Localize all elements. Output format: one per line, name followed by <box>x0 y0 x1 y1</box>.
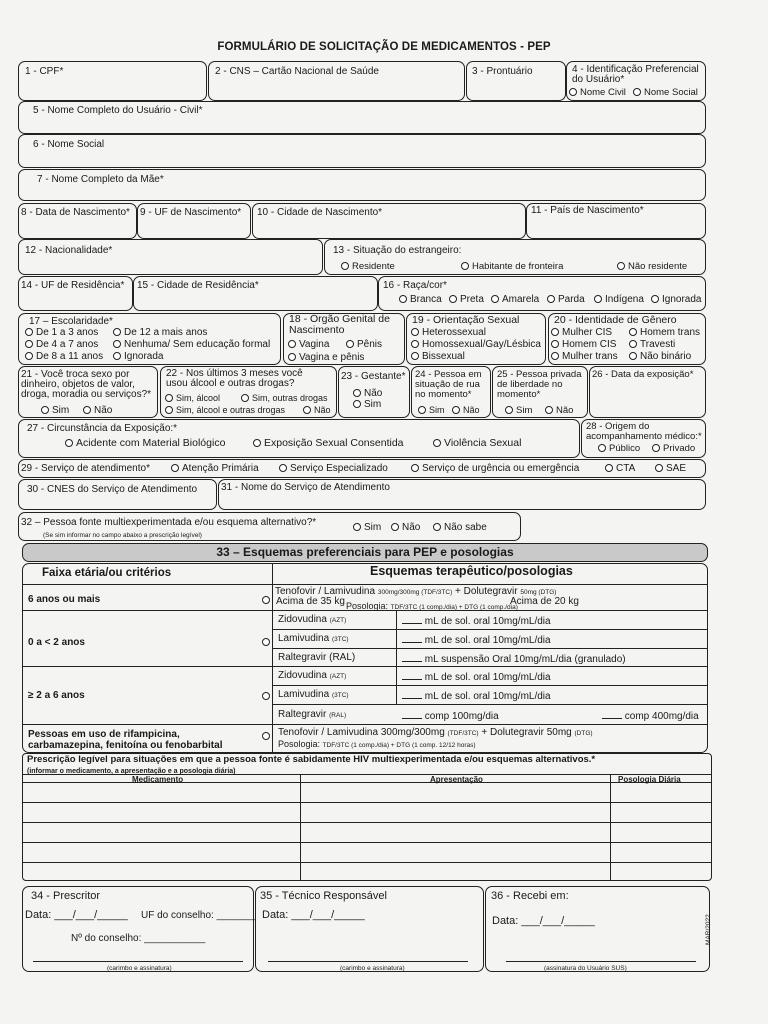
pais-nascimento-field[interactable] <box>526 203 706 239</box>
troca-sexo-nao-option[interactable]: Não <box>83 405 112 416</box>
hetero-option[interactable]: Heterossexual <box>411 327 486 338</box>
raca-cor-label: 16 - Raça/cor* <box>383 280 447 291</box>
nao-residente-option[interactable]: Não residente <box>617 261 687 272</box>
prontuario-field[interactable] <box>466 61 566 101</box>
row1-sub1: Acima de 35 kg <box>276 596 345 607</box>
privada-sim-option[interactable]: Sim <box>505 405 532 416</box>
presc-row-line[interactable] <box>22 802 712 803</box>
troca-sexo-label-1: 21 - Você troca sexo por <box>21 369 130 380</box>
col-esquemas-header: Esquemas terapêutico/posologias <box>370 564 573 578</box>
sae-option[interactable]: SAE <box>655 463 686 474</box>
pessoa-fonte-note: (Se sim informar no campo abaixo a prescrição legível) <box>43 532 202 539</box>
row2-dose2[interactable]: mL de sol. oral 10mg/mL/dia <box>402 633 551 646</box>
origem-label-2: acompanhamento médico:* <box>586 431 702 442</box>
cidade-nascimento-field[interactable] <box>252 203 526 239</box>
tecnico-label: 35 - Técnico Responsável <box>260 890 387 902</box>
bi-option[interactable]: Bissexual <box>411 351 465 362</box>
row3-radio[interactable] <box>262 691 273 702</box>
presc-row-line[interactable] <box>22 862 712 863</box>
servico-atendimento-field <box>18 459 706 478</box>
nome-social-label: 6 - Nome Social <box>33 139 105 150</box>
presc-header-posologia: Posologia Diária <box>618 775 681 784</box>
privada-nao-option[interactable]: Não <box>545 405 573 416</box>
troca-sexo-field <box>18 366 158 418</box>
row3-dose1[interactable]: mL de sol. oral 10mg/mL/dia <box>402 670 551 683</box>
form-title: FORMULÁRIO DE SOLICITAÇÃO DE MEDICAMENTOS - PEP <box>217 41 551 53</box>
esc-8a11-option[interactable]: De 8 a 11 anos <box>25 351 103 362</box>
identidade-genero-label: 20 - Identidade de Gênero <box>554 314 677 326</box>
penis-option[interactable]: Pênis <box>346 339 382 350</box>
row2-criteria: 0 a < 2 anos <box>28 637 85 648</box>
orientacao-sexual-label: 19 - Orientação Sexual <box>412 314 520 326</box>
orgao-genital-label: 18 - Órgão Genital de <box>289 313 390 325</box>
situacao-estrangeiro-field <box>324 239 706 275</box>
row3-drug1: Zidovudina (AZT) <box>278 670 347 681</box>
nacionalidade-field[interactable] <box>18 239 323 275</box>
gestante-sim-option[interactable]: Sim <box>353 399 381 410</box>
situacao-rua-sim-option[interactable]: Sim <box>418 405 445 416</box>
acidente-material-option[interactable]: Acidente com Material Biológico <box>65 438 225 449</box>
fonte-nao-option[interactable]: Não <box>391 522 420 533</box>
presc-header-medicamento: Medicamento <box>132 775 184 784</box>
origem-label-1: 28 - Origem do <box>586 421 650 432</box>
privada-liberdade-label-2: de liberdade no <box>497 379 563 390</box>
data-nascimento-field[interactable] <box>18 203 137 239</box>
side-date: MAR/2022 <box>705 914 712 945</box>
nome-mae-label: 7 - Nome Completo da Mãe* <box>37 174 164 185</box>
cpf-field[interactable] <box>18 61 207 101</box>
alcool-option[interactable]: Sim, álcool <box>165 393 220 404</box>
alcool-drogas-label-2: usou álcool e outras drogas? <box>166 378 295 389</box>
prescritor-sig: (carimbo e assinatura) <box>107 965 172 972</box>
cidade-residencia-label: 15 - Cidade de Residência* <box>137 280 259 291</box>
cnes-label: 30 - CNES do Serviço de Atendimento <box>27 484 198 495</box>
row4-drug: Tenofovir / Lamivudina 300mg/300mg (TDF/3TC) + Dolutegravir 50mg (DTG) <box>278 727 593 738</box>
recebi-field <box>485 886 710 972</box>
esc-4a7-option[interactable]: De 4 a 7 anos <box>25 339 98 350</box>
situacao-rua-nao-option[interactable]: Não <box>452 405 480 416</box>
vagina-penis-option[interactable]: Vagina e pênis <box>288 352 364 363</box>
row3-dose4[interactable]: comp 400mg/dia <box>602 709 699 722</box>
homem-cis-option[interactable]: Homem CIS <box>551 339 616 350</box>
orgao-genital-label-2: Nascimento <box>289 324 345 336</box>
prescritor-label: 34 - Prescritor <box>31 890 101 902</box>
cns-label: 2 - CNS – Cartão Nacional de Saúde <box>215 66 379 77</box>
mulher-cis-option[interactable]: Mulher CIS <box>551 327 612 338</box>
row3-dose3[interactable]: comp 100mg/dia <box>402 709 499 722</box>
row2-drug1: Zidovudina (AZT) <box>278 614 347 625</box>
row4-posologia: Posologia: TDF/3TC (1 comp./dia) + DTG (1 comp. 12/12 horas) <box>278 739 476 749</box>
esc-12mais-option[interactable]: De 12 a mais anos <box>113 327 207 338</box>
privado-option[interactable]: Privado <box>652 443 695 454</box>
identidade-genero-field <box>548 313 706 365</box>
violencia-sexual-option[interactable]: Violência Sexual <box>433 438 521 449</box>
urgencia-option[interactable]: Serviço de urgência ou emergência <box>411 463 579 474</box>
prescritor-numero[interactable]: Nº do conselho: ___________ <box>71 933 206 944</box>
presc-row-line[interactable] <box>22 822 712 823</box>
privada-liberdade-field <box>492 366 588 418</box>
nome-servico-label: 31 - Nome do Serviço de Atendimento <box>221 482 390 493</box>
data-exposicao-field[interactable] <box>589 366 706 418</box>
identificacao-label-2: do Usuário* <box>572 74 625 85</box>
outras-drogas-option[interactable]: Sim, outras drogas <box>241 393 328 404</box>
nome-civil-option[interactable]: Nome Civil <box>569 87 626 98</box>
situacao-rua-label-1: 24 - Pessoa em <box>415 369 482 380</box>
row1-sub2: Acima de 20 kg <box>510 596 579 607</box>
nacionalidade-label: 12 - Nacionalidade* <box>25 245 113 256</box>
row2-dose1[interactable]: mL de sol. oral 10mg/mL/dia <box>402 614 551 627</box>
alcool-outras-option[interactable]: Sim, álcool e outras drogas <box>165 405 285 416</box>
orientacao-sexual-field <box>406 313 546 365</box>
uf-nascimento-label: 9 - UF de Nascimento* <box>140 207 242 218</box>
orgao-genital-field <box>283 313 405 365</box>
atencao-primaria-option[interactable]: Atenção Primária <box>171 463 259 474</box>
pais-nascimento-label: 11 - País de Nascimento* <box>531 205 644 216</box>
recebi-sig: (assinatura do Usuário SUS) <box>544 965 627 972</box>
pessoa-fonte-label: 32 – Pessoa fonte multiexperimentada e/ou esquema alternativo?* <box>21 517 317 528</box>
escolaridade-field <box>18 313 281 365</box>
situacao-rua-field <box>411 366 491 418</box>
identificacao-label: 4 - Identificação Preferencial <box>572 64 699 75</box>
mulher-trans-option[interactable]: Mulher trans <box>551 351 618 362</box>
row1-criteria: 6 anos ou mais <box>28 594 101 605</box>
gestante-label: 23 - Gestante* <box>341 371 406 382</box>
prescritor-field <box>22 886 254 972</box>
row3-dose2[interactable]: mL de sol. oral 10mg/mL/dia <box>402 689 551 702</box>
row2-dose3[interactable]: mL suspensão Oral 10mg/mL/dia (granulado) <box>402 652 626 665</box>
raca-parda-option[interactable]: Parda <box>547 294 585 305</box>
esc-1a3-option[interactable]: De 1 a 3 anos <box>25 327 98 338</box>
nome-civil-label: 5 - Nome Completo do Usuário - Civil* <box>33 105 203 116</box>
gestante-field <box>338 366 410 418</box>
alcool-drogas-label-1: 22 - Nos últimos 3 meses você <box>166 368 303 379</box>
servico-atendimento-label: 29 - Serviço de atendimento* <box>21 463 150 474</box>
esc-ignorada-option[interactable]: Ignorada <box>113 351 163 362</box>
nao-binario-option[interactable]: Não binário <box>629 351 691 362</box>
origem-acompanhamento-field <box>581 419 706 458</box>
cta-option[interactable]: CTA <box>605 463 635 474</box>
homem-trans-option[interactable]: Homem trans <box>629 327 700 338</box>
tecnico-field <box>255 886 484 972</box>
raca-indigena-option[interactable]: Indígena <box>594 294 644 305</box>
col-criterios-header: Faixa etária/ou critérios <box>42 567 172 579</box>
cidade-nascimento-label: 10 - Cidade de Nascimento* <box>257 207 383 218</box>
nome-servico-field[interactable] <box>218 479 706 510</box>
raca-amarela-option[interactable]: Amarela <box>491 294 539 305</box>
fonte-nao-sabe-option[interactable]: Não sabe <box>433 522 487 533</box>
row2-drug2: Lamivudina (3TC) <box>278 633 349 644</box>
presc-row-line[interactable] <box>22 842 712 843</box>
escolaridade-label: 17 – Escolaridade* <box>29 316 113 327</box>
fonte-sim-option[interactable]: Sim <box>353 522 381 533</box>
homo-option[interactable]: Homossexual/Gay/Lésbica <box>411 339 541 350</box>
row1-radio[interactable] <box>262 595 273 606</box>
nome-civil-field[interactable] <box>18 101 706 134</box>
nome-social-option[interactable]: Nome Social <box>633 87 698 98</box>
recebi-label: 36 - Recebi em: <box>491 890 569 902</box>
cnes-field[interactable] <box>18 479 217 510</box>
troca-sexo-label-3: droga, moradia ou serviços?* <box>21 389 152 400</box>
uf-nascimento-field[interactable] <box>137 203 251 239</box>
data-nascimento-label: 8 - Data de Nascimento* <box>21 207 130 218</box>
situacao-estrangeiro-label: 13 - Situação do estrangeiro: <box>333 245 462 256</box>
row3-drug2: Lamivudina (3TC) <box>278 689 349 700</box>
raca-preta-option[interactable]: Preta <box>449 294 484 305</box>
row3-drug3: Raltegravir (RAL) <box>278 709 347 720</box>
uf-residencia-label: 14 - UF de Residência* <box>21 280 125 291</box>
situacao-rua-label-3: no momento* <box>415 389 472 400</box>
servico-especializado-option[interactable]: Serviço Especializado <box>279 463 388 474</box>
row4-criteria-1: Pessoas em uso de rifampicina, <box>28 729 180 740</box>
circunstancia-label: 27 - Circunstância da Exposição:* <box>27 423 178 434</box>
row3-criteria: ≥ 2 a 6 anos <box>28 690 85 701</box>
recebi-data[interactable]: Data: ___/___/_____ <box>492 915 595 927</box>
cns-field[interactable] <box>208 61 465 101</box>
row2-drug3: Raltegravir (RAL) <box>278 652 356 663</box>
vagina-option[interactable]: Vagina <box>288 339 329 350</box>
troca-sexo-label-2: dinheiro, objetos de valor, <box>21 379 135 390</box>
prescricao-title: Prescrição legível para situações em que a pessoa fonte é sabidamente HIV multiexperimentada e/ou esquemas alternativos.* <box>27 754 596 765</box>
raca-branca-option[interactable]: Branca <box>399 294 442 305</box>
prescritor-uf[interactable]: UF do conselho: _______ <box>141 910 256 921</box>
uf-residencia-field[interactable] <box>18 276 133 311</box>
prescricao-subtitle: (informar o medicamento, a apresentação e a posologia diária) <box>27 768 236 775</box>
alcool-drogas-field <box>160 366 337 418</box>
circunstancia-field <box>18 419 580 458</box>
esc-nenhuma-option[interactable]: Nenhuma/ Sem educação formal <box>113 339 270 350</box>
travesti-option[interactable]: Travesti <box>629 339 675 350</box>
row2-radio[interactable] <box>262 637 273 648</box>
privada-liberdade-label-3: momento* <box>497 389 541 400</box>
section-33-banner: 33 – Esquemas preferenciais para PEP e posologias <box>22 543 708 562</box>
situacao-rua-label-2: situação de rua <box>415 379 480 390</box>
exposicao-sexual-option[interactable]: Exposição Sexual Consentida <box>253 438 404 449</box>
drogas-nao-option[interactable]: Não <box>303 405 331 416</box>
troca-sexo-sim-option[interactable]: Sim <box>41 405 69 416</box>
data-exposicao-label: 26 - Data da exposição* <box>592 369 694 380</box>
residente-option[interactable]: Residente <box>341 261 395 272</box>
row4-criteria-2: carbamazepina, fenitoína ou fenobarbital <box>28 740 223 751</box>
cpf-label: 1 - CPF* <box>25 66 64 77</box>
raca-ignorada-option[interactable]: Ignorada <box>651 294 701 305</box>
publico-option[interactable]: Público <box>598 443 640 454</box>
tecnico-sig: (carimbo e assinatura) <box>340 965 405 972</box>
row1-posologia: Posologia: TDF/3TC (1 comp./dia) + DTG (1 comp./dia) <box>346 601 518 611</box>
habitante-fronteira-option[interactable]: Habitante de fronteira <box>461 261 563 272</box>
identificacao-field <box>566 61 706 101</box>
tecnico-data[interactable]: Data: ___/___/_____ <box>262 909 365 921</box>
prontuario-label: 3 - Prontuário <box>472 66 533 77</box>
gestante-nao-option[interactable]: Não <box>353 388 382 399</box>
nome-social-field[interactable] <box>18 134 706 168</box>
raca-cor-field <box>378 276 706 311</box>
presc-header-apresentacao: Apresentação <box>430 775 483 784</box>
privada-liberdade-label-1: 25 - Pessoa privada <box>497 369 582 380</box>
cidade-residencia-field[interactable] <box>133 276 378 311</box>
row1-drug: Tenofovir / Lamivudina 300mg/300mg (TDF/3TC) + Dolutegravir 50mg (DTG) <box>275 586 557 597</box>
nome-mae-field[interactable] <box>18 169 706 201</box>
pessoa-fonte-field <box>18 512 521 541</box>
prescritor-data[interactable]: Data: ___/___/_____ <box>25 909 128 921</box>
row4-radio[interactable] <box>262 731 273 742</box>
